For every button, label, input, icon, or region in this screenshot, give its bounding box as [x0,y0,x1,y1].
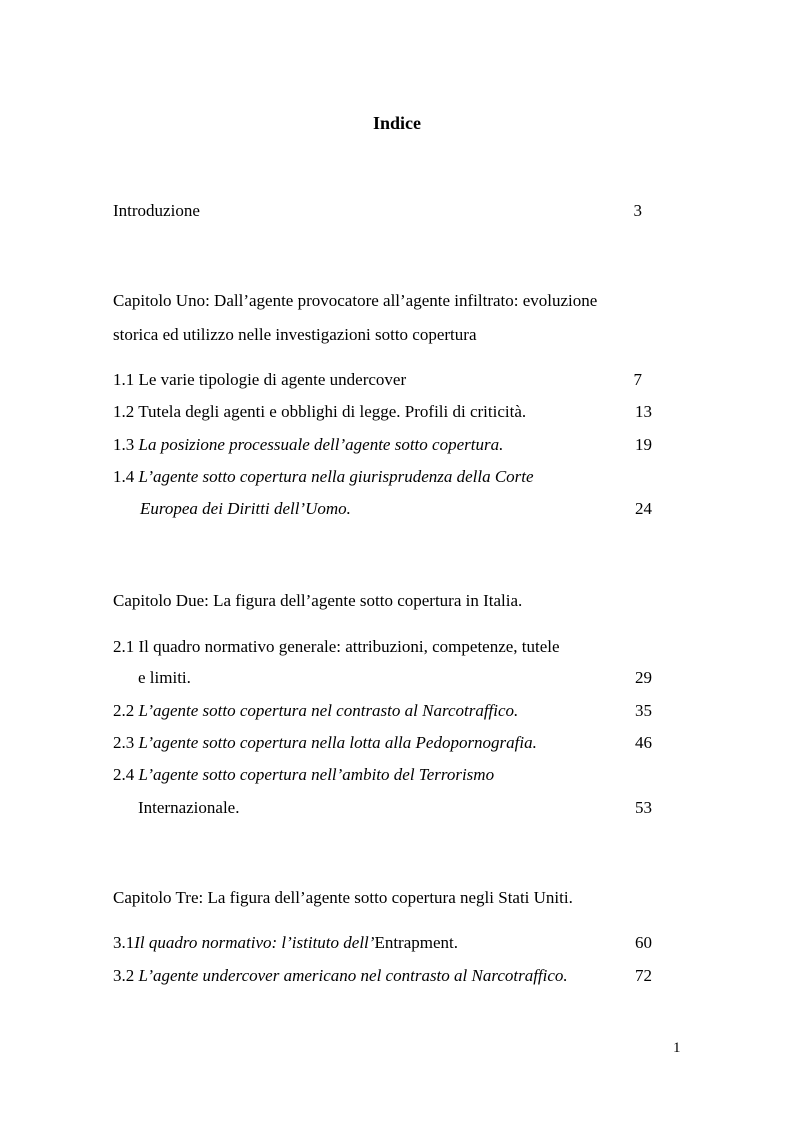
toc-entry-2-1-page: 29 [635,668,652,687]
toc-entry-1-4 [113,467,534,487]
toc-entry-1-1 [113,370,406,390]
toc-entry-text: La posizione processuale dell’agente sotto copertura. [138,435,504,454]
chapter-3-heading [113,888,573,908]
toc-entry-number: 3.2 [113,966,135,985]
toc-entry-1-4-page: 24 [635,499,652,518]
toc-entry-text: Le varie tipologie di agente undercover [138,370,407,389]
toc-entry-2-4-page: 53 [635,798,652,817]
toc-entry-1-1-page: 7 [633,370,642,389]
toc-entry-2-2 [113,701,518,721]
toc-entry-text: L’agente undercover americano nel contrasto al Narcotraffico. [138,966,568,985]
toc-entry-number: 1.1 [113,370,135,389]
toc-entry-1-2 [113,402,526,422]
toc-entry-3-1 [113,933,458,953]
toc-entry-number: 1.3 [113,435,135,454]
toc-entry-2-3-page: 46 [635,733,652,752]
toc-entry-number: 2.4 [113,765,135,784]
toc-intro-page: 3 [633,201,642,220]
toc-entry-text: Il quadro normativo generale: attribuzioni, competenze, tutele [138,637,560,656]
toc-entry-text: L’agente sotto copertura nel contrasto al Narcotraffico. [138,701,519,720]
toc-entry-1-3-page: 19 [635,435,652,454]
toc-entry-3-2-page: 72 [635,966,652,985]
toc-entry-number: 2.3 [113,733,135,752]
chapter-2-heading-title: La figura dell’agente sotto copertura in Italia. [213,591,523,610]
toc-entry-3-2 [113,966,568,986]
toc-entry-2-1-continuation: e limiti. [138,668,191,687]
toc-entry-number: 1.2 [113,402,135,421]
toc-entry-3-1-page: 60 [635,933,652,952]
toc-intro-label: Introduzione [113,201,200,220]
toc-entry-text: Tutela degli agenti e obblighi di legge. Profili di criticità. [138,402,527,421]
toc-entry-text: Il quadro normativo: l’istituto dell’ [134,933,375,952]
toc-entry-text-plain: Entrapment. [374,933,458,952]
chapter-2-heading-prefix: Capitolo Due: [113,591,214,610]
toc-entry-2-3 [113,733,537,753]
chapter-2-heading [113,591,522,611]
chapter-3-heading-title: La figura dell’agente sotto copertura negli Stati Uniti. [207,888,573,907]
toc-entry-text: L’agente sotto copertura nella giurisprudenza della Corte [138,467,534,486]
page-number: 1 [673,1040,681,1056]
page-title: Indice [372,113,421,133]
chapter-1-heading-line-2: storica ed utilizzo nelle investigazioni sotto copertura [113,325,477,344]
toc-entry-2-4 [113,765,494,785]
toc-entry-number: 3.1 [113,933,135,952]
toc-entry-1-3 [113,435,503,455]
toc-entry-1-2-page: 13 [635,402,652,421]
toc-entry-number: 1.4 [113,467,135,486]
toc-entry-2-1 [113,637,560,657]
toc-entry-text: L’agente sotto copertura nell’ambito del Terrorismo [138,765,495,784]
toc-entry-2-4-continuation: Internazionale. [138,798,240,817]
toc-entry-number: 2.2 [113,701,135,720]
toc-entry-text: L’agente sotto copertura nella lotta alla Pedopornografia. [138,733,537,752]
toc-entry-number: 2.1 [113,637,135,656]
toc-entry-2-2-page: 35 [635,701,652,720]
chapter-3-heading-prefix: Capitolo Tre: [113,888,208,907]
toc-entry-1-4-continuation: Europea dei Diritti dell’Uomo. [140,499,351,518]
chapter-1-heading-line-1: Capitolo Uno: Dall’agente provocatore all’agente infiltrato: evoluzione [113,291,598,310]
